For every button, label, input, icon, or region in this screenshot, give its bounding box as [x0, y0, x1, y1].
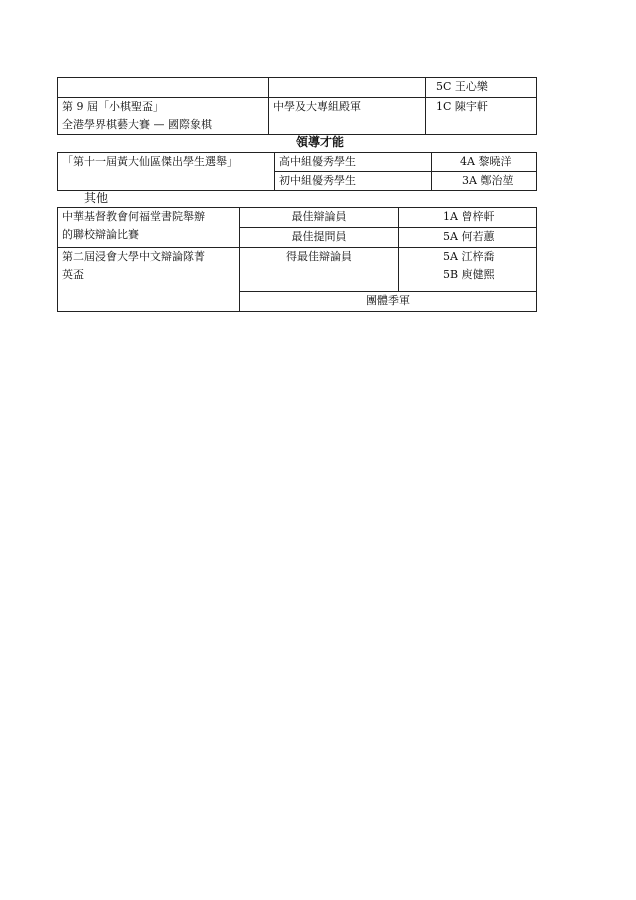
award-table-other [57, 207, 537, 312]
competition-cell [58, 208, 240, 248]
award-cell: 最佳提問員 [240, 228, 399, 248]
award-cell: 得最佳辯論員 [240, 248, 399, 292]
student-name: 5A 江梓喬 [443, 250, 495, 263]
award-table-leadership [57, 152, 537, 191]
table-row [58, 98, 537, 135]
table-row [58, 78, 537, 98]
table-row [58, 153, 537, 172]
competition-line: 第二屆浸會大學中文辯論隊菁 [62, 250, 205, 263]
table-cell [269, 78, 426, 98]
competition-cell [58, 248, 240, 312]
competition-cell: 「第十一屆黃大仙區傑出學生選舉」 [58, 153, 275, 191]
award-cell: 初中組優秀學生 [275, 172, 432, 191]
table-cell [58, 78, 269, 98]
competition-line: 第 9 屆「小棋聖盃」 [62, 100, 164, 113]
table-row [58, 248, 537, 292]
competition-cell [58, 98, 269, 135]
student-cell: 5A 何若蕙 [399, 228, 537, 248]
award-cell: 最佳辯論員 [240, 208, 399, 228]
competition-line: 中華基督教會何福堂書院舉辦 [62, 210, 205, 223]
section-heading-leadership: 領導才能 [296, 135, 345, 149]
competition-line: 全港學界棋藝大賽 — 國際象棋 [62, 118, 212, 131]
competition-line: 英盃 [62, 268, 84, 281]
student-cell: 5C 王心樂 [426, 78, 537, 98]
award-table-chess [57, 77, 537, 135]
student-cell: 1C 陳宇軒 [426, 98, 537, 135]
student-cell: 3A 鄭治堃 [432, 172, 537, 191]
student-cell: 4A 黎曉洋 [432, 153, 537, 172]
competition-line: 的聯校辯論比賽 [62, 228, 139, 241]
student-cell: 1A 曾梓軒 [399, 208, 537, 228]
table-row [58, 208, 537, 228]
award-cell: 中學及大專組殿軍 [269, 98, 426, 135]
team-result-cell: 團體季軍 [240, 292, 537, 312]
student-cell [399, 248, 537, 292]
section-heading-other: 其他 [84, 191, 109, 205]
award-cell: 高中組優秀學生 [275, 153, 432, 172]
student-name: 5B 庾健熙 [443, 268, 495, 281]
